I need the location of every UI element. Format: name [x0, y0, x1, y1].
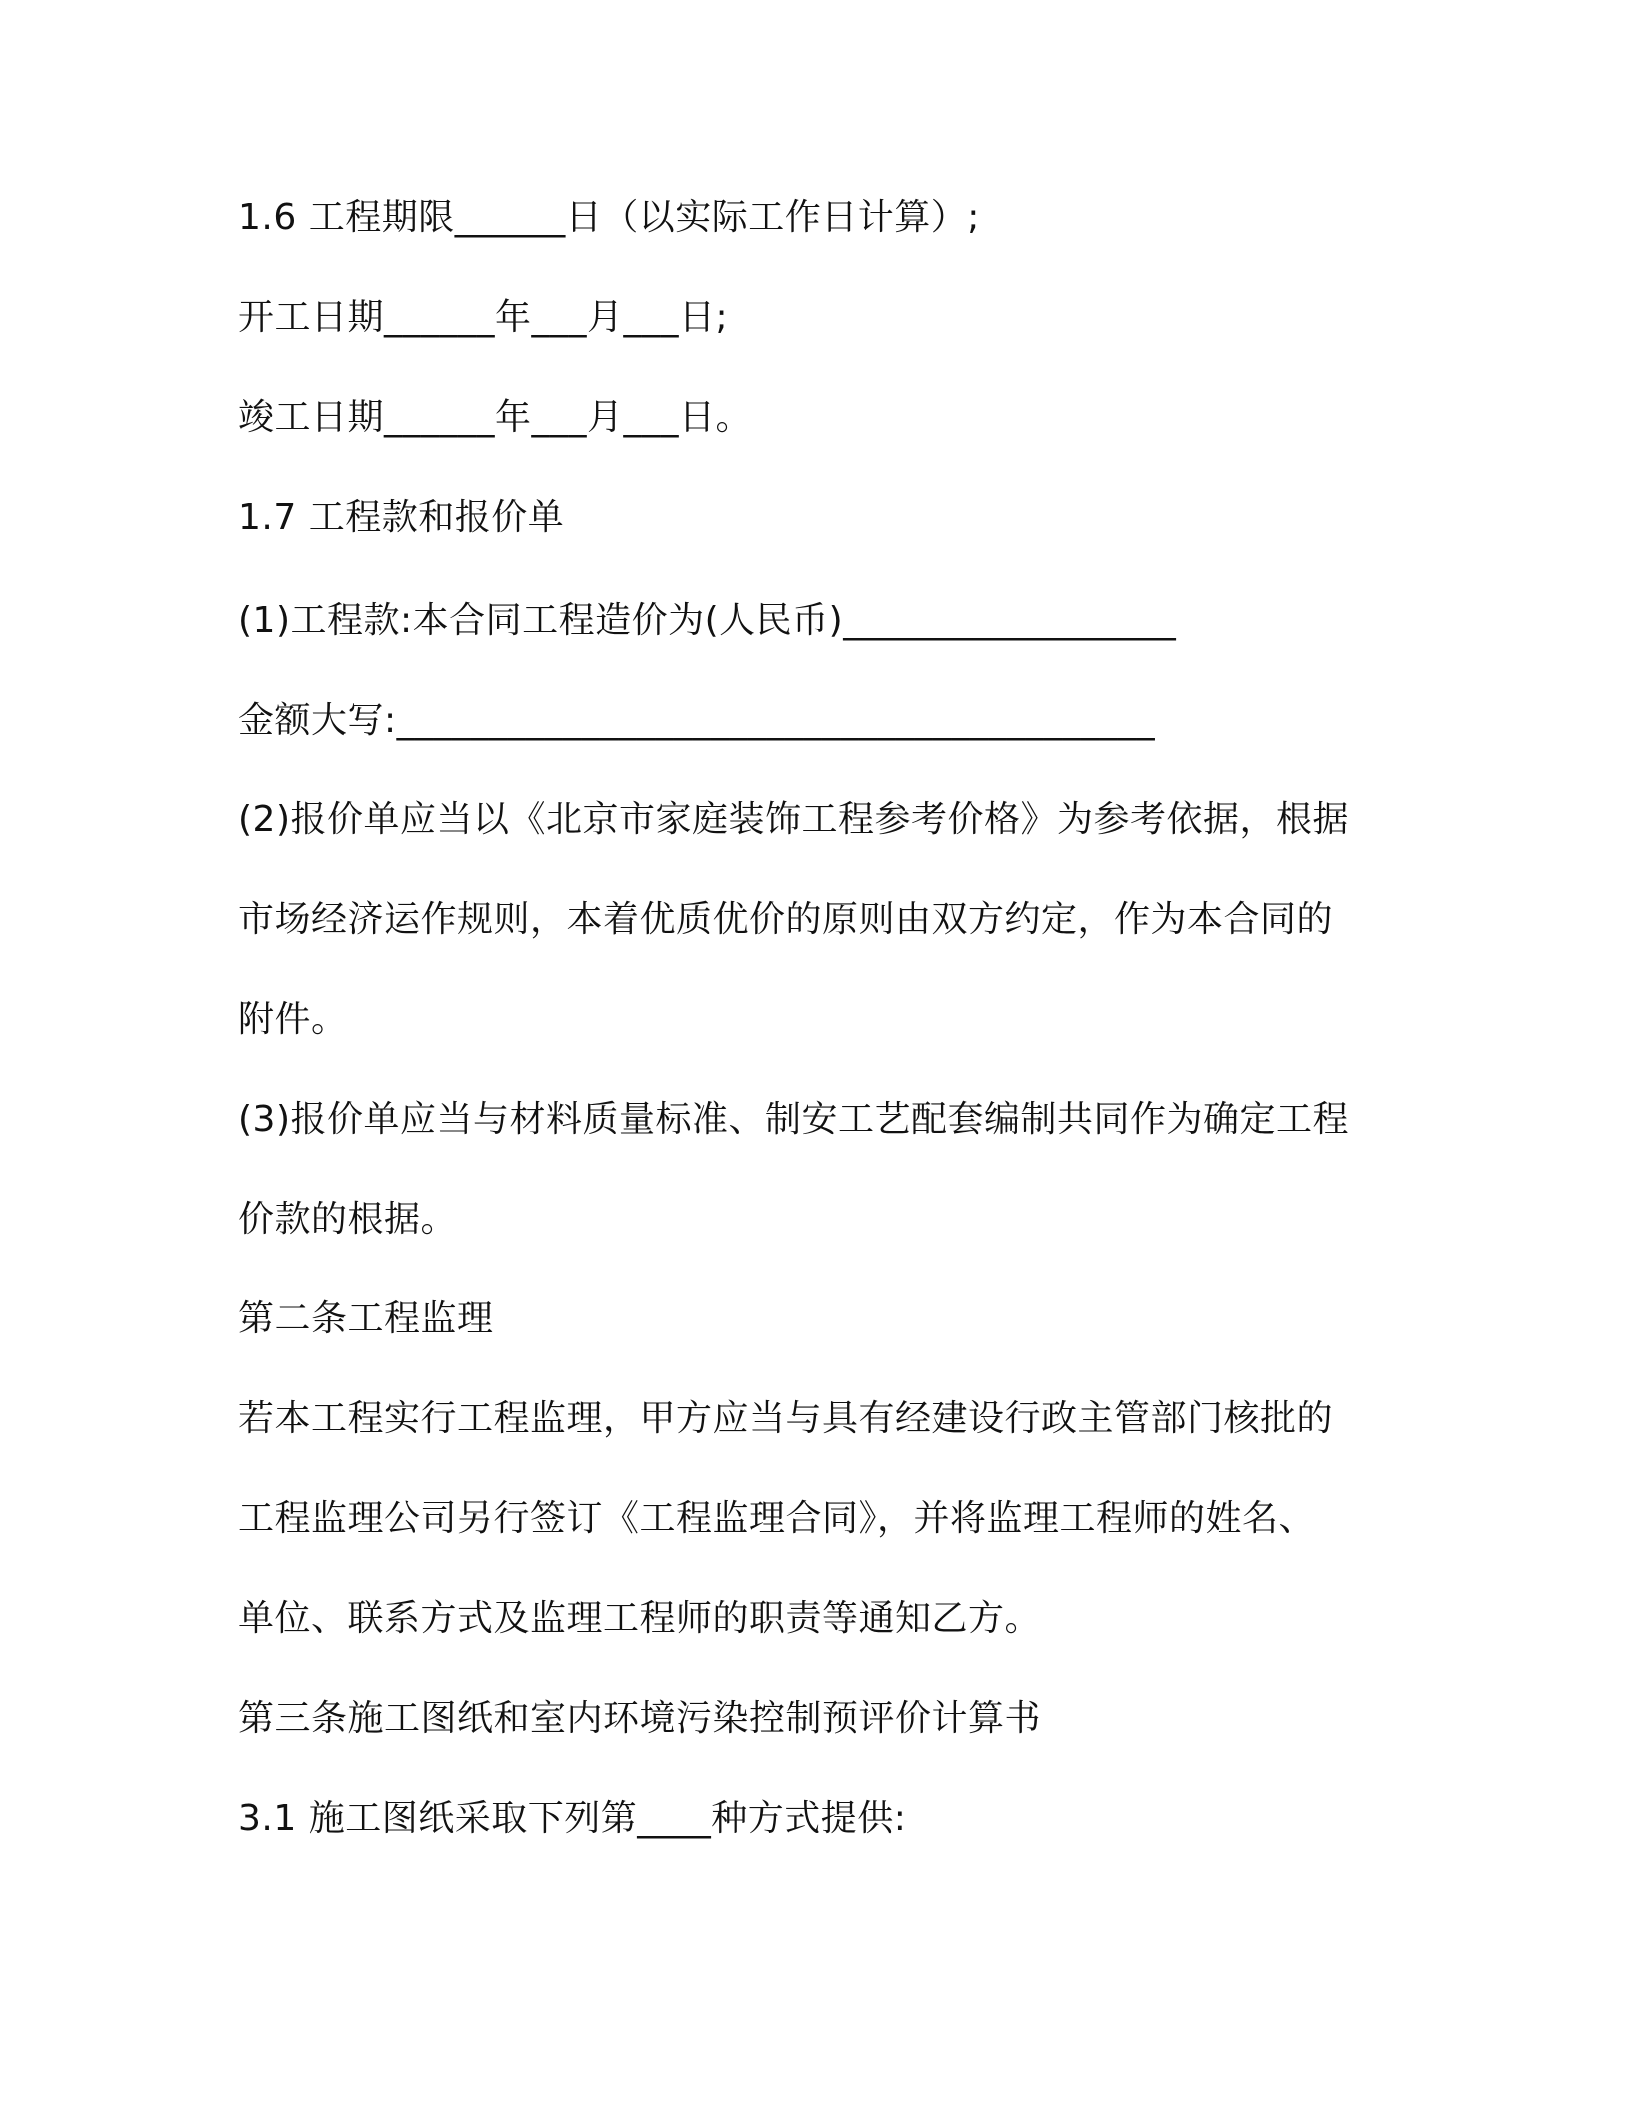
quotation-basis-line-3: 附件。 [238, 999, 348, 1040]
supervision-line-2: 工程监理公司另行签订《工程监理合同》，并将监理工程师的姓名、 [238, 1498, 1316, 1539]
supervision-line-3: 单位、联系方式及监理工程师的职责等通知乙方。 [238, 1598, 1042, 1639]
quotation-basis-line-1: (2)报价单应当以《北京市家庭装饰工程参考价格》为参考依据，根据 [238, 799, 1349, 840]
start-date-line: 开工日期______年___月___日; [238, 297, 729, 338]
amount-in-words-line: 金额大写:_________________________________________ [238, 700, 1156, 741]
article-2-heading: 第二条工程监理 [238, 1298, 494, 1339]
contract-price-line: (1)工程款:本合同工程造价为(人民币)__________________ [238, 600, 1177, 641]
quotation-basis-line-2: 市场经济运作规则，本着优质优价的原则由双方约定，作为本合同的 [238, 899, 1334, 940]
supervision-line-1: 若本工程实行工程监理，甲方应当与具有经建设行政主管部门核批的 [238, 1398, 1334, 1439]
clause-1-7-heading: 1.7 工程款和报价单 [238, 497, 565, 538]
clause-3-1-drawings: 3.1 施工图纸采取下列第____种方式提供: [238, 1798, 907, 1839]
quotation-standard-line-2: 价款的根据。 [238, 1199, 458, 1240]
quotation-standard-line-1: (3)报价单应当与材料质量标准、制安工艺配套编制共同作为确定工程 [238, 1099, 1349, 1140]
clause-1-6-duration: 1.6 工程期限______日（以实际工作日计算）; [238, 197, 980, 238]
article-3-heading: 第三条施工图纸和室内环境污染控制预评价计算书 [238, 1698, 1042, 1739]
completion-date-line: 竣工日期______年___月___日。 [238, 397, 753, 438]
